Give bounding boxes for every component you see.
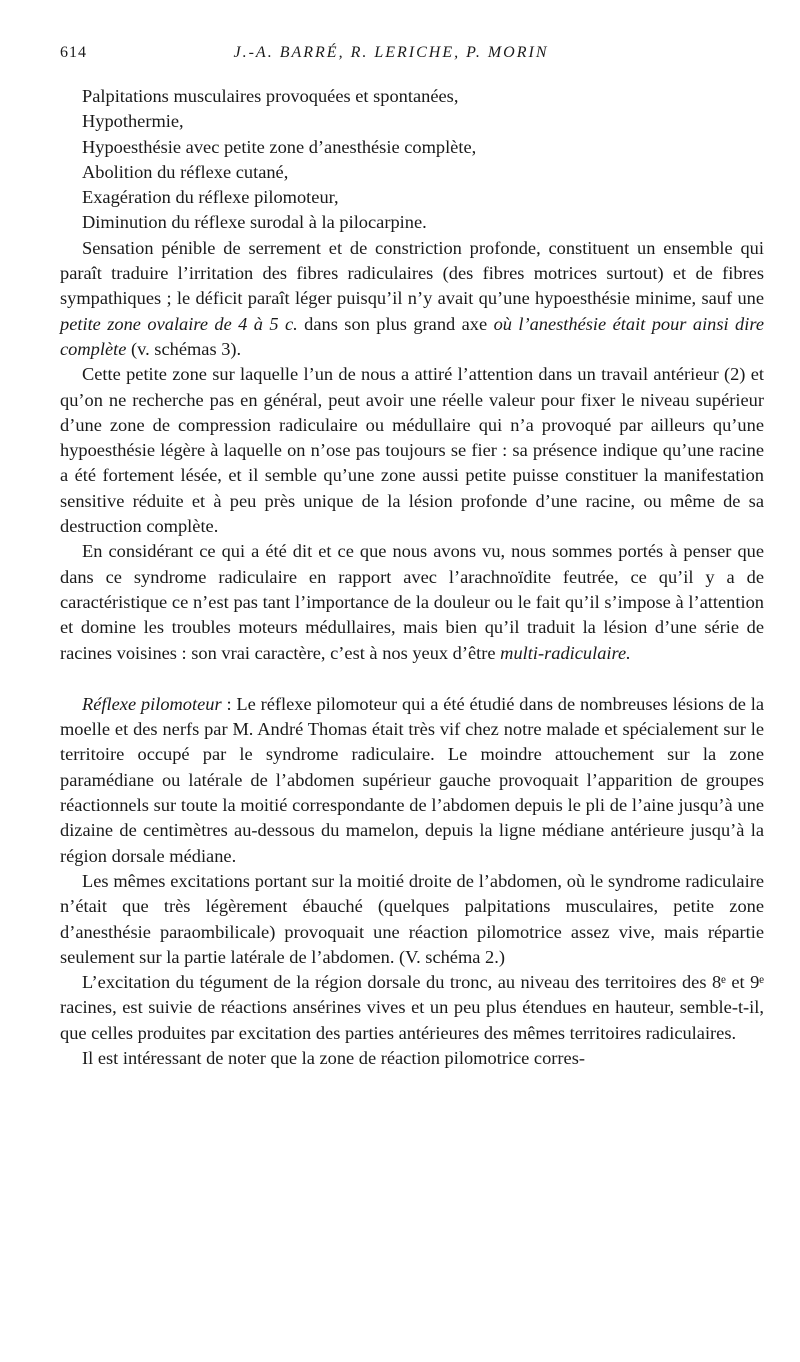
symptom-item: Diminution du réflexe surodal à la pilocarpine. (82, 212, 427, 233)
running-head (60, 44, 762, 70)
article-body (60, 84, 764, 1071)
text-run: dans son plus grand axe (297, 313, 494, 334)
symptom-item: Palpitations musculaires provoquées et spontanées, (82, 86, 459, 106)
paragraph-reflexe-pilomoteur (60, 692, 764, 869)
symptom-item: Exagération du réflexe pilomoteur, (82, 187, 339, 208)
emphasis: petite zone ovalaire de 4 à 5 c. (60, 313, 298, 334)
page-number: 614 (60, 44, 87, 61)
text-run: : Le réflexe pilomoteur qui a été étudié dans de nombreuses lésions de la moelle et des nerfs par M. André Thomas était très vif chez notre malade et spécialement sur le territoire occupé par le syndrome radiculaire. Le moindre attouchement sur la zone paramédiane ou latérale de l’abdomen supérieur gauche provoquait l’apparition de groupes réactionnels sur toute la moitié correspondante de l’abdomen depuis le pli de l’aine jusqu’à une dizaine de centimètres au-dessous du mamelon, depuis la ligne médiane antérieure jusqu’à la région dorsale médiane. (60, 693, 764, 866)
section-heading: Réflexe pilomoteur (82, 693, 222, 714)
emphasis: où l’anesthésie était pour ainsi dire complète (60, 313, 764, 359)
symptom-item: Abolition du réflexe cutané, (82, 161, 289, 182)
paragraph-dorsal: L’excitation du tégument de la région dorsale du tronc, au niveau des territoires des 8ᵉ et 9ᵉ racines, est suivie de réactions ansérines vives et un peu plus étendues en hauteur, semble-t-il, que celles produites par excitation des parties antérieures des mêmes territoires radiculaires. (60, 972, 764, 1043)
paragraph-right-side: Les mêmes excitations portant sur la moitié droite de l’abdomen, où le syndrome radiculaire n’était que très légèrement ébauché (quelques palpitations musculaires, petite zone d’anesthésie paraombilicale) provoquait une réaction pilomotrice assez vive, mais répartie seulement sur la partie latérale de l’abdomen. (V. schéma 2.) (60, 870, 764, 967)
paragraph-syndrome (60, 539, 764, 665)
section-gap (60, 666, 764, 692)
text-run: En considérant ce qui a été dit et ce que nous avons vu, nous sommes portés à penser que dans ce syndrome radiculaire en rapport avec l’arachnoïdite feutrée, ce qu’il y a de caractéristique ce n’est pas tant l’importance de la douleur ou le fait qu’il s’impose à l’attention et domine les troubles moteurs médullaires, mais bien qu’il traduit la lésion d’une série de racines voisines : son vrai caractère, c’est à nos yeux d’être (60, 541, 764, 663)
emphasis: multi-radiculaire. (500, 642, 631, 663)
symptom-item: Hypothermie, (82, 111, 184, 132)
text-run: Sensation pénible de serrement et de constriction profonde, constituent un ensemble qui paraît traduire l’irritation des fibres radiculaires (des fibres motrices surtout) et de fibres sympathiques ; le déficit paraît léger puisqu’il n’y avait qu’une hypoesthésie minime, sauf une (60, 237, 764, 309)
text-run: (v. schémas 3). (126, 338, 242, 359)
paragraph-small-zone: Cette petite zone sur laquelle l’un de nous a attiré l’attention dans un travail antérieur (2) et qu’on ne recherche pas en général, peut avoir une réelle valeur pour fixer le niveau supérieur d’une zone de compression radiculaire ou médullaire qui n’a provoqué par ailleurs qu’une hypoesthésie légère à laquelle on n’ose pas toujours se fier : sa présence indique qu’une racine a été fortement lésée, et il semble qu’une zone aussi petite puisse constituer la manifestation sensitive réduite et à peu près unique de la lésion profonde d’une racine, ou même de sa destruction complète. (60, 364, 764, 537)
symptom-item: Hypoesthésie avec petite zone d’anesthésie complète, (82, 136, 477, 157)
paragraph-sensation (60, 236, 764, 362)
paragraph-final: Il est intéressant de noter que la zone de réaction pilomotrice corres- (82, 1047, 585, 1068)
running-head-authors: J.-A. BARRÉ, R. LERICHE, P. MORIN (233, 44, 549, 61)
